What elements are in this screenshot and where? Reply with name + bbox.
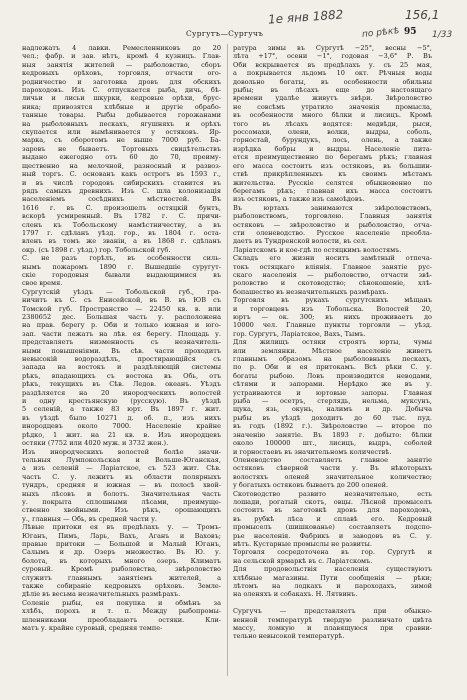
text-line: лѣтомъ на лодкахъ и пароходахъ, зимой <box>233 582 432 590</box>
text-line: въ годъ (1892 г.). Звѣроловство — второе по <box>233 422 432 431</box>
text-line: у богатыхъ остяковъ бываетъ до 200 оленей. <box>233 481 389 490</box>
text-line: 2380652 дес. Большая часть у. расположена <box>22 313 221 321</box>
text-line: и торговцевъ изъ Тобольска. Волостей 20, <box>233 304 432 313</box>
text-line: и горностаевъ въ значительномъ количествѣ. <box>233 447 392 456</box>
text-line: по р. Оби и ея притокамъ. Всѣ рѣки С. у. <box>233 363 432 372</box>
text-line: даетъ въ Тундренской волости, въ сел. <box>233 237 368 246</box>
text-line: личьи и лисьи шкурки, кедровые орѣхи, брус- <box>22 94 221 103</box>
text-line <box>233 599 432 607</box>
text-line: рыбы въ уѣздѣ доходитъ до 60 тыс. пуд. <box>233 413 432 422</box>
text-line: щука, язь, окунь, налимъ и др. Добыча <box>233 405 432 414</box>
text-line: 1797 г. сдѣланъ уѣзд. гор., въ 1804 г. оста- <box>22 228 221 237</box>
text-line: остяковъ сѣверной части у. Въ нѣкоторыхъ <box>233 464 432 473</box>
text-line: часть С. у. лежитъ въ области полярныхъ <box>22 472 221 481</box>
text-line: ными повышеніями. Въ сѣв. части проходитъ <box>22 346 221 355</box>
text-line: изрѣдка бобры и выдры. Населеніе пита- <box>233 144 432 153</box>
text-line: свое время. <box>22 279 63 288</box>
text-line: Юганъ, Пимъ, Ларь, Вахъ, Аганъ и Ваховъ; <box>22 531 221 540</box>
text-line: промыселъ (шишкованье) составляетъ подспо- <box>233 523 432 532</box>
text-line: дѣліе въ весьма незначительныхъ размѣрахъ. <box>22 590 181 599</box>
text-line: нѣтъ. Кустарные промыслы не развиты. <box>233 539 372 548</box>
text-line: болота, въ которыхъ много озеръ. Климатъ <box>22 556 221 565</box>
text-line: того въ лѣсахъ водятся: медвѣди, рыси, <box>233 119 432 128</box>
text-line: рье населенія. Фабрикъ и заводовъ въ С. у. <box>233 531 432 540</box>
text-line: С. не разъ горѣлъ, въ особенности силь- <box>22 254 221 263</box>
text-line: лѣта +17°, осени −1°, годовая −3,6° Р. Въ <box>233 52 432 61</box>
text-line: скаго населенія — рыболовство, отчасти звѣ- <box>233 270 432 279</box>
text-line: лошади, рогатый скотъ, овцы. Лѣсной промыселъ <box>233 497 432 506</box>
text-line: скіе городовыя бывали выдающимися въ <box>22 270 221 279</box>
text-line: Для продовольствія населенія существуютъ <box>233 565 432 574</box>
handwritten-number: 156,1 <box>405 8 440 22</box>
text-line: зап. части лежатъ на лѣв. ея берегу. Площадь у. <box>22 329 221 338</box>
text-line: на рыболовныхъ пескахъ, ягушняхъ и орѣхъ <box>22 119 221 128</box>
text-line: волостяхъ оленей значительное количество; <box>233 472 432 481</box>
right-column <box>233 44 432 641</box>
text-line: въ особенности много бѣлки и лисицъ. Кромѣ <box>233 111 432 120</box>
text-line: роловство и скотоводство; сѣнокошеніе, хлѣ- <box>233 279 432 288</box>
text-line: остяки (7752 или 4020 муж. и 3732 жен.). <box>22 439 169 448</box>
text-line: нымъ пожаромъ 1890 г. Вышедшіе суругут- <box>22 262 221 271</box>
text-line: на сельской ярмаркѣ въ с. Ларіатскомъ. <box>233 556 373 565</box>
text-line: служитъ главнымъ занятіемъ жителей, а <box>22 573 221 582</box>
text-line: въ рубкѣ лѣса и сплавѣ его. Кедровый <box>233 514 432 523</box>
text-line: рѣдко, 1 жит. на 21 кв. в. Изъ инородцевъ <box>22 430 221 439</box>
text-line: токъ остяцкаго вліянія. Главное занятіе рус- <box>233 262 432 271</box>
text-line: состоитъ въ заготовкѣ дровъ для пароходовъ, <box>233 506 432 515</box>
text-line: Лѣвые притоки ея въ предѣлахъ у. — Тромъ- <box>22 523 221 532</box>
text-line: на оленяхъ и собакахъ. Н. Лятвинъ. <box>233 590 358 599</box>
text-line: горностай, бурундукъ, лось, олень, а также <box>233 136 432 145</box>
text-line: россомахи, олени, волки, выдры, соболь, <box>233 128 432 137</box>
text-line: ствѣ прикрѣпленныхъ къ своимъ мѣстамъ <box>233 170 432 179</box>
text-line: жительства. Русскіе селятся обыкновенно по <box>233 178 432 187</box>
text-line: ныхъ лѣсовъ и болотъ. Значительная часть <box>22 489 221 498</box>
running-header <box>34 26 464 42</box>
text-line: рѣкъ, впадающихъ съ востока въ Обь, отъ <box>22 371 221 380</box>
text-line: Изъ инородческихъ волостей болѣе значи- <box>22 447 221 456</box>
text-line: суровый. Кромѣ рыболовства, звѣроловство <box>22 565 221 574</box>
text-line: ничитъ къ С. съ Енисейской, въ В. въ ЮВ съ <box>22 296 221 305</box>
text-line: въ уѣздѣ было 10271 д. об. п., изъ нихъ <box>22 413 221 422</box>
text-line: Торговля сосредоточена въ гор. Сургутѣ и <box>233 548 432 557</box>
text-line: Салымъ и др. Озеръ множество. Въ Ю. у. <box>22 548 221 557</box>
text-line: заровъ не бываетъ. Торговыхъ свидѣтельствъ <box>22 144 221 153</box>
text-line: у. покрыта сплошными лѣсами, преимуще- <box>22 497 221 506</box>
left-column <box>22 44 221 632</box>
text-line: Ларіатскомъ и кое-гдѣ по остяцкимъ волостямъ. <box>233 245 402 254</box>
text-line: изъ остяковъ, а также изъ самоѣдовъ. <box>233 195 365 204</box>
text-line: 1616 г. въ С. произошелъ остяцкій бунтъ, <box>22 203 221 212</box>
text-line: бопашество въ незначительныхъ размѣрахъ. <box>233 287 389 296</box>
running-title: Сургутъ—Сургучъ <box>186 29 264 38</box>
text-line: юртъ — ок. 300; въ нихъ проживаетъ до <box>233 313 432 321</box>
column-divider <box>227 44 228 676</box>
text-line: скупается или вымѣнивается у остяковъ. Яр- <box>22 128 221 137</box>
text-line: остяковъ — звѣроловство и рыболовство, отча- <box>233 220 432 229</box>
text-line: Складъ его жизни носитъ замѣтный отпеча- <box>233 254 432 263</box>
text-line: также собираніе кедровыхъ орѣховъ. Земле- <box>22 582 221 590</box>
text-line: кедровыхъ орѣховъ, торговля, отчасти ого- <box>22 69 221 78</box>
text-line: сти оленеводство. Русское населеніе преобла- <box>233 228 432 237</box>
text-line: Соленіе рыбы, ея покупка и обмѣнъ за <box>22 598 221 607</box>
text-line: хлѣбные магазины. Пути сообщенія — рѣки; <box>233 573 432 582</box>
text-line: на прав. берегу р. Оби и только южная и юго- <box>22 321 221 330</box>
text-line: времени удалѣе живутъ звѣри. Звѣроловство <box>233 94 432 103</box>
handwritten-note: по рѣкѣ <box>361 26 400 40</box>
text-line: Сургучъ — представляетъ при обыкно- <box>233 607 432 616</box>
text-line: тельныя Лумпокольская и Вольше-Юганская, <box>22 455 221 464</box>
text-line: вскорѣ усмиренный. Въ 1782 г. С. причи- <box>22 212 221 221</box>
text-line: не совсѣмъ утратило значенія промысла, <box>233 102 432 111</box>
handwritten-date: 1е янв 1882 <box>267 7 344 27</box>
text-line: родничество и заготовка дровъ для обскихъ <box>22 77 221 86</box>
text-line: хлѣбъ, порохъ и т. п. Между рыбопромы- <box>22 607 221 616</box>
text-line: невысокій водораздѣлъ, простирающійся съ <box>22 355 221 364</box>
text-line: ратура зимы въ Сургутѣ −25°, весны −5°, <box>233 44 432 52</box>
text-line: рѣкъ, текущихъ въ Сѣв. Ледов. океанъ. Уѣздъ <box>22 380 221 389</box>
text-line: берегамъ рѣкъ; главная ихъ масса состоитъ <box>233 186 432 195</box>
text-line: запада на востокъ и раздѣляющій системы <box>22 363 221 372</box>
text-line: тельно невысокой температурѣ. <box>233 632 345 641</box>
text-line: сѣтями и запорами. Нерѣдко же въ у. <box>233 380 432 389</box>
text-line: богаты рыбою. Ловъ производится неводами, <box>233 371 432 380</box>
text-line: значенію занятіе. Въ 1893 г. добыто: бѣлки <box>233 430 432 439</box>
text-line: инородцевъ около 7000. Населеніе крайне <box>22 422 221 431</box>
text-line: устраиваются и юртовые запоры. Главная <box>233 388 432 397</box>
text-line: а покрывается льдомъ 10 окт. Рѣчныя воды <box>233 69 432 78</box>
text-line: главнымъ образомъ на рыболовныхъ пескахъ, <box>233 355 432 364</box>
text-line: раздѣляется на 20 инородческихъ волостей <box>22 388 221 397</box>
page-number: 95 <box>404 27 417 37</box>
text-line: вленъ въ томъ же званіи, а въ 1868 г. сдѣланъ <box>22 237 221 246</box>
text-line: и одну крестьянскую (русскую). Въ уѣздѣ <box>22 397 221 406</box>
text-line: населеніемъ сосѣднихъ мѣстностей. Въ <box>22 195 221 204</box>
text-line: довольно богаты, въ особенности обильны <box>233 77 432 86</box>
text-line: матъ у. крайне суровый, средняя темпе- <box>22 624 163 633</box>
text-line: рыба — осетръ, стерлядь, нельма, муксунъ, <box>233 397 432 406</box>
text-line: Скотоводство развито незначительно, есть <box>233 489 432 498</box>
text-line: массу, ломкую и плавящуюся при сравни- <box>233 624 432 633</box>
text-line: танные товары. Рыбы добывается горожанами <box>22 111 221 120</box>
text-line: окр. (съ 1898 г. уѣзд.) гор. Тобольской губ. <box>22 245 171 254</box>
text-line: ный торгъ. С. основанъ какъ острогъ въ 1593 г., <box>22 170 221 179</box>
text-line: или землянки. Мѣстное населеніе живетъ <box>233 346 432 355</box>
text-line: около 100000 шт., лисицъ, выдръ, соболей <box>233 439 432 448</box>
text-line: рядъ самыхъ древнихъ. Изъ С. шла колонизація <box>22 186 221 195</box>
text-line: у., главныя — Обь, въ средней части у. <box>22 514 157 523</box>
text-line: Въ юртахъ занимаются звѣроловствомъ, <box>233 203 432 212</box>
text-line: Томской губ. Пространство — 22450 кв. в. или <box>22 304 221 313</box>
text-line: правые притоки — Большой и Малый Юганъ, <box>22 539 221 548</box>
text-line: Оби вскрывается въ предѣлахъ у. съ 25 мая, <box>233 60 432 69</box>
text-line: Торговля въ рукахъ сургутскихъ мѣщанъ <box>233 296 432 305</box>
text-line: сленъ къ Тобольскому намѣстничеству, а въ <box>22 220 221 229</box>
text-line: венной температурѣ твердую разлинчато цвѣта <box>233 615 432 624</box>
handwritten-small: 1/33 <box>432 30 453 40</box>
text-line: марка, съ оборотомъ не выше 7000 руб. Ба- <box>22 136 221 145</box>
text-line: ника; привозятся хлѣбные и другіе обрабо- <box>22 102 221 111</box>
text-line: пароходовъ. Изъ С. отпускается рыба, дичь, бѣ- <box>22 86 221 95</box>
text-line: и въ числѣ городовъ сибирскихъ ставится въ <box>22 178 221 187</box>
text-line: его масса состоитъ изъ остяковъ, въ большин- <box>233 161 432 170</box>
text-line: ныя занятія жителей — рыболовство, сборъ <box>22 60 221 69</box>
text-line: ется преимущественно по берегамъ рѣкъ; главная <box>233 153 432 162</box>
text-line: рыбы; въ лѣсахъ еще до настоящаго <box>233 86 432 95</box>
text-line: рыболовствомъ, торговлею. Главныя занятія <box>233 212 432 221</box>
text-line: Сургутскій уѣздъ — Тобольской губ., гра- <box>22 287 221 296</box>
text-line: а изъ селеній — Ларіатское, съ 523 жит. Сѣв. <box>22 464 221 473</box>
text-line: надлежатъ 4 лавки. Ремесленниковъ до 20 <box>22 44 221 52</box>
text-line: шленниками преобладаютъ остяки. Кли- <box>22 615 221 624</box>
text-line: Для жилищъ остяки строятъ юрты, чумы <box>233 338 432 347</box>
text-line: гор. Сургутъ, Ларіатское, Вахъ, Тымъ. <box>233 329 366 338</box>
text-line: 10000 чел. Главные пункты торговли — уѣзд. <box>233 321 432 330</box>
text-line: представляетъ низменность съ незначитель- <box>22 338 221 347</box>
text-line: ственно хвойными. Изъ рѣкъ, орошающихъ <box>22 506 221 515</box>
text-line: выдано ежегодно отъ 60 до 70, преиму- <box>22 153 221 162</box>
text-line: чел.; фабр. и зав. нѣтъ, кромѣ 4 кузницъ. Глав- <box>22 52 221 61</box>
text-line: тундръ, средняя и южная — въ полосѣ хвой- <box>22 481 221 490</box>
text-line: 5 селеній, а также 83 юрт. Въ 1897 г. жит. <box>22 405 221 414</box>
text-line: Оленеводство составляетъ главное занятіе <box>233 455 432 464</box>
text-line: щественно на мелочной, разносный и развоз- <box>22 161 221 170</box>
